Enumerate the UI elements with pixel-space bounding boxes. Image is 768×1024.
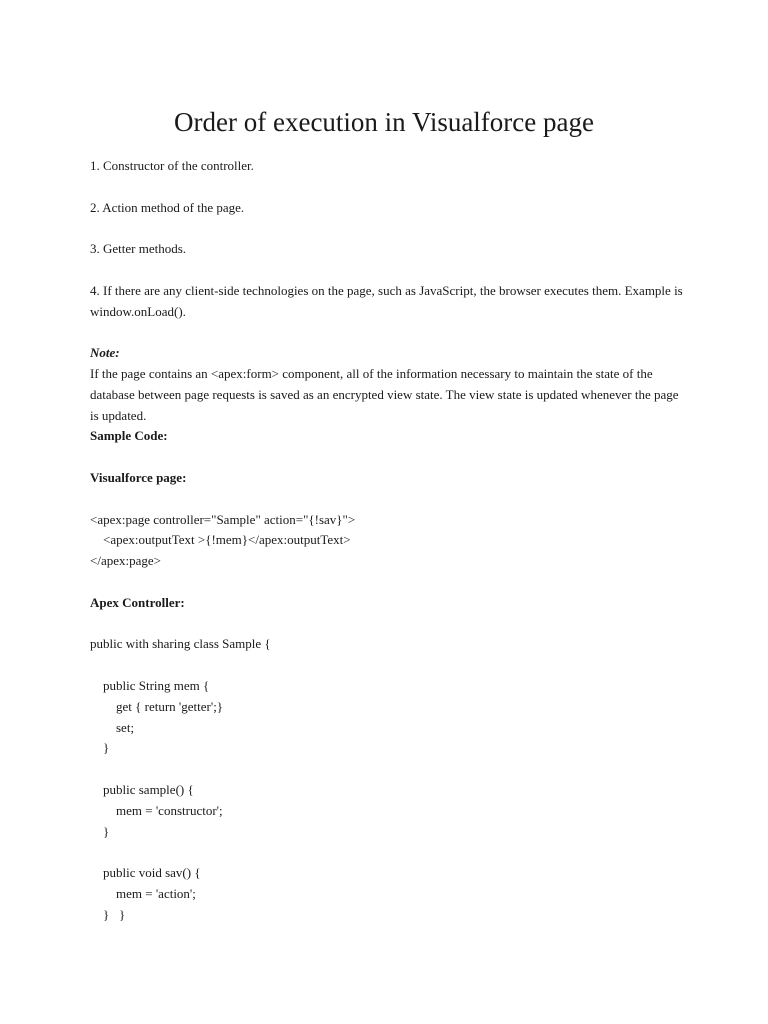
visualforce-heading: Visualforce page: [90, 469, 187, 485]
code-line: } [90, 740, 110, 756]
code-line: } } [90, 906, 126, 922]
code-line: get { return 'getter';} [90, 698, 224, 714]
step-item: 4. If there are any client-side technologies on the page, such as JavaScript, the browser executes them. Example is window.onLoad(). [90, 282, 683, 319]
step-item: 3. Getter methods. [90, 241, 187, 257]
code-line: <apex:outputText >{!mem}</apex:outputText> [90, 532, 351, 548]
code-line: } [90, 823, 110, 839]
page-title: Order of execution in Visualforce page [174, 107, 594, 137]
sample-code-heading: Sample Code: [90, 428, 168, 444]
step-item: 1. Constructor of the controller. [90, 158, 254, 173]
code-line: public void sav() { [90, 865, 201, 881]
code-line: public sample() { [90, 781, 194, 797]
code-line: set; [90, 719, 135, 735]
code-line: mem = 'constructor'; [90, 802, 223, 818]
note-label: Note: [90, 345, 120, 361]
code-line: <apex:page controller="Sample" action="{!sav}"> [90, 511, 356, 527]
code-line: public with sharing class Sample { [90, 636, 271, 652]
code-line: public String mem { [90, 677, 210, 693]
document-body [90, 156, 690, 925]
apex-controller-heading: Apex Controller: [90, 594, 185, 610]
step-item: 2. Action method of the page. [90, 199, 245, 215]
code-line: </apex:page> [90, 553, 161, 569]
code-line: mem = 'action'; [90, 885, 196, 901]
note-text: If the page contains an <apex:form> component, all of the information necessary to maintain the state of the database between page requests is saved as an encrypted view state. The view state is updated whenever the page is updated. [90, 365, 679, 423]
